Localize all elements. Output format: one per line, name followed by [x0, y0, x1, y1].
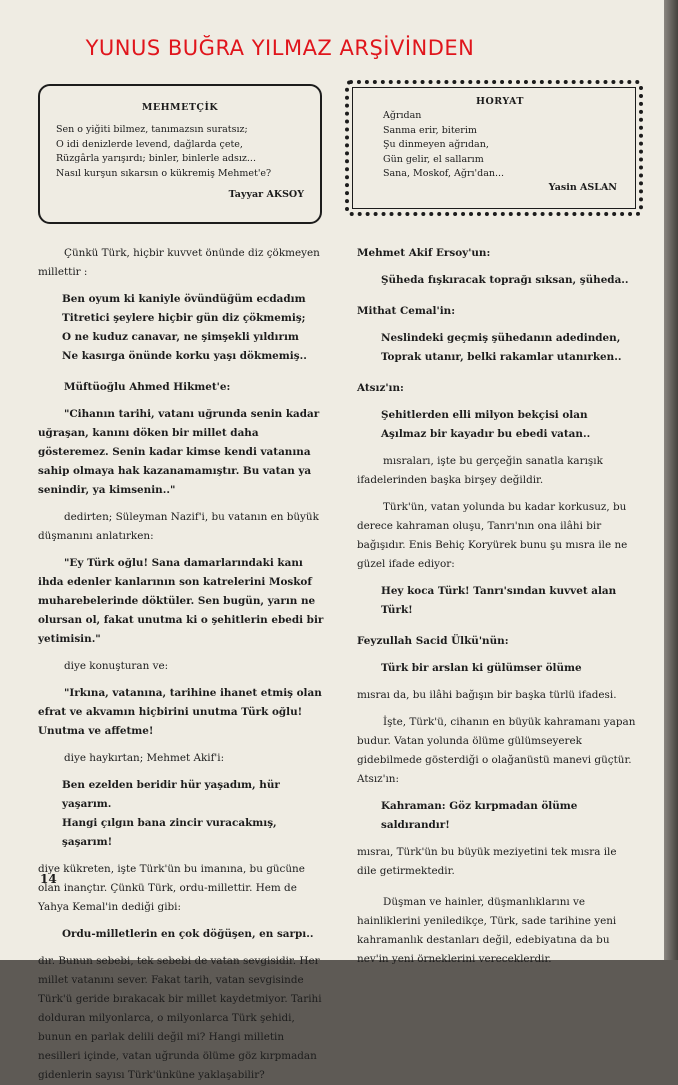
paragraph: Düşman ve hainler, düşmanlıklarını ve hainliklerini yeniledikçe, Türk, sade tarihine yeni kahramanlık destanları değil, edebiyatına da bu nev'in yeni örneklerini vereceklerdir.: [357, 896, 617, 965]
paragraph: diye kükreten, işte Türk'ün bu imanına, bu gücüne olan inançtır. Çünkü Türk, ordu-millettir. Hem de Yahya Kemal'in dediği gibi:: [38, 863, 305, 913]
quote-source-label: Mithat Cemal'in:: [357, 305, 456, 317]
verse-line: Titretici şeylere hiçbir gün diz çökmemiş;: [62, 312, 306, 324]
poem-box-mehmetcik: [38, 84, 322, 224]
quote-block: "Irkına, vatanına, tarihine ihanet etmiş olan efrat ve akvamın hiçbirini unutma Türk oğlu! Unutma ve affetme!: [38, 687, 322, 737]
page-number: 14: [40, 872, 57, 886]
poem-line: Rüzgârla yarışırdı; binler, binlerle adsız...: [56, 153, 256, 164]
quote-source-label: Müftüoğlu Ahmed Hikmet'e:: [64, 381, 231, 393]
poem-title: HORYAT: [476, 96, 524, 107]
verse-line: Neslindeki geçmiş şühedanın adedinden,: [381, 332, 621, 344]
paragraph: mısraı da, bu ilâhi bağışın bir başka türlü ifadesi.: [357, 689, 617, 701]
quote-block: "Cihanın tarihi, vatanı uğrunda senin kadar uğraşan, kanını döken bir millet daha gösteremez. Senin kadar kimse kendi vatanına sahip olmaya hak kazanamamıştır. Bu vatan ya senindir, ya kimsenin..": [38, 408, 320, 496]
poem-line: Sanma erir, biterim: [383, 124, 477, 136]
verse-line: O ne kuduz canavar, ne şimşekli yıldırım: [62, 331, 299, 343]
verse-line: Toprak utanır, belki rakamlar utanırken..: [381, 351, 622, 363]
verse-line: Ne kasırga önünde korku yaşı dökmemiş..: [62, 350, 307, 362]
paragraph: dedirten; Süleyman Nazif'i, bu vatanın en büyük düşmanını anlatırken:: [38, 511, 319, 542]
poem-line: Sana, Moskof, Ağrı'dan...: [383, 168, 505, 179]
left-column: [38, 244, 326, 1085]
poem-line: Şu dinmeyen ağrıdan,: [383, 139, 489, 150]
quote-source-label: Feyzullah Sacid Ülkü'nün:: [357, 635, 509, 647]
poem-line: Ağrıdan: [383, 110, 422, 121]
poem-author: Tayyar AKSOY: [228, 189, 304, 200]
quote-block: "Ey Türk oğlu! Sana damarlarındaki kanı ihda edenler kanlarının son katrelerini Moskof muharebelerinde döktüler. Sen bugün, yarın ne olursan ol, fakat unutma ki o şehitlerin ebedi bir yetimisin.": [38, 557, 324, 645]
poem-line: Sen o yiğiti bilmez, tanımazsın suratsız;: [56, 124, 248, 135]
paragraph: İşte, Türk'ü, cihanın en büyük kahramanı yapan budur. Vatan yolunda ölüme gülümseyerek gidebilmede gösterdiği o olağanüstü manevi güçtür. Atsız'ın:: [357, 716, 636, 785]
poem-title: MEHMETÇİK: [141, 102, 219, 113]
paragraph: diye konuşturan ve:: [64, 660, 169, 672]
archive-header-title: YUNUS BUĞRA YILMAZ ARŞİVİNDEN: [85, 36, 475, 60]
poem-box-horyat: [345, 80, 643, 216]
paragraph: dır. Bunun sebebi, tek sebebi de vatan sevgisidir. Her millet vatanını sever. Fakat tarih, vatan sevgisinde Türk'ü geride bırakacak bir millet kaydetmiyor. Tarihi dolduran milyonlarca, o milyonlarca Türk şehidi, bunun en parlak delili değil mi? Hangi milletin nesilleri içinde, vatan uğrunda ölüme göz kırpmadan gidenlerin sayısı Türk'ünküne yaklaşabilir?: [38, 955, 322, 1081]
verse-line: Şehitlerden elli milyon bekçisi olan: [381, 409, 588, 421]
verse-line: Ben oyum ki kaniyle övündüğüm ecdadım: [62, 293, 306, 305]
paragraph: Çünkü Türk, hiçbir kuvvet önünde diz çökmeyen millettir :: [38, 247, 320, 278]
quote-source-label: Mehmet Akif Ersoy'un:: [357, 247, 491, 259]
poem-line: Nasıl kurşun sıkarsın o kükremiş Mehmet'e?: [56, 167, 272, 179]
verse-line: Ben ezelden beridir hür yaşadım, hür yaşarım.: [62, 779, 280, 810]
verse-line: Türk bir arslan ki gülümser ölüme: [381, 662, 582, 674]
quote-source-label: Atsız'ın:: [357, 382, 404, 394]
poem-line: Gün gelir, el sallarım: [383, 153, 484, 165]
paragraph: Türk'ün, vatan yolunda bu kadar korkusuz, bu derece kahraman oluşu, Tanrı'nın ona ilâhi bir bağışıdır. Enis Behiç Koryürek bunu şu mısra ile ne güzel ifade ediyor:: [357, 501, 628, 570]
paragraph: mısraı, Türk'ün bu büyük meziyetini tek mısra ile dile getirmektedir.: [357, 846, 617, 877]
verse-line: Kahraman: Göz kırpmadan ölüme saldırandır!: [381, 800, 578, 831]
verse-line: Hey koca Türk! Tanrı'sından kuvvet alan Türk!: [381, 585, 617, 616]
verse-line: Hangi çılgın bana zincir vuracakmış, şaşarım!: [62, 817, 277, 848]
right-column: [357, 244, 639, 969]
poem-line: O idi denizlerde levend, dağlarda çete,: [56, 138, 243, 150]
paragraph: mısraları, işte bu gerçeğin sanatla karışık ifadelerinden başka birşey değildir.: [357, 455, 603, 486]
poem-author: Yasin ASLAN: [548, 181, 617, 193]
verse-line: Ordu-milletlerin en çok döğüşen, en sarpı..: [62, 928, 314, 940]
page-edge: [664, 0, 678, 960]
verse-line: Aşılmaz bir kayadır bu ebedi vatan..: [381, 428, 591, 440]
paragraph: diye haykırtan; Mehmet Akif'i:: [64, 752, 225, 764]
verse-line: Şüheda fışkıracak toprağı sıksan, şüheda..: [381, 274, 629, 286]
